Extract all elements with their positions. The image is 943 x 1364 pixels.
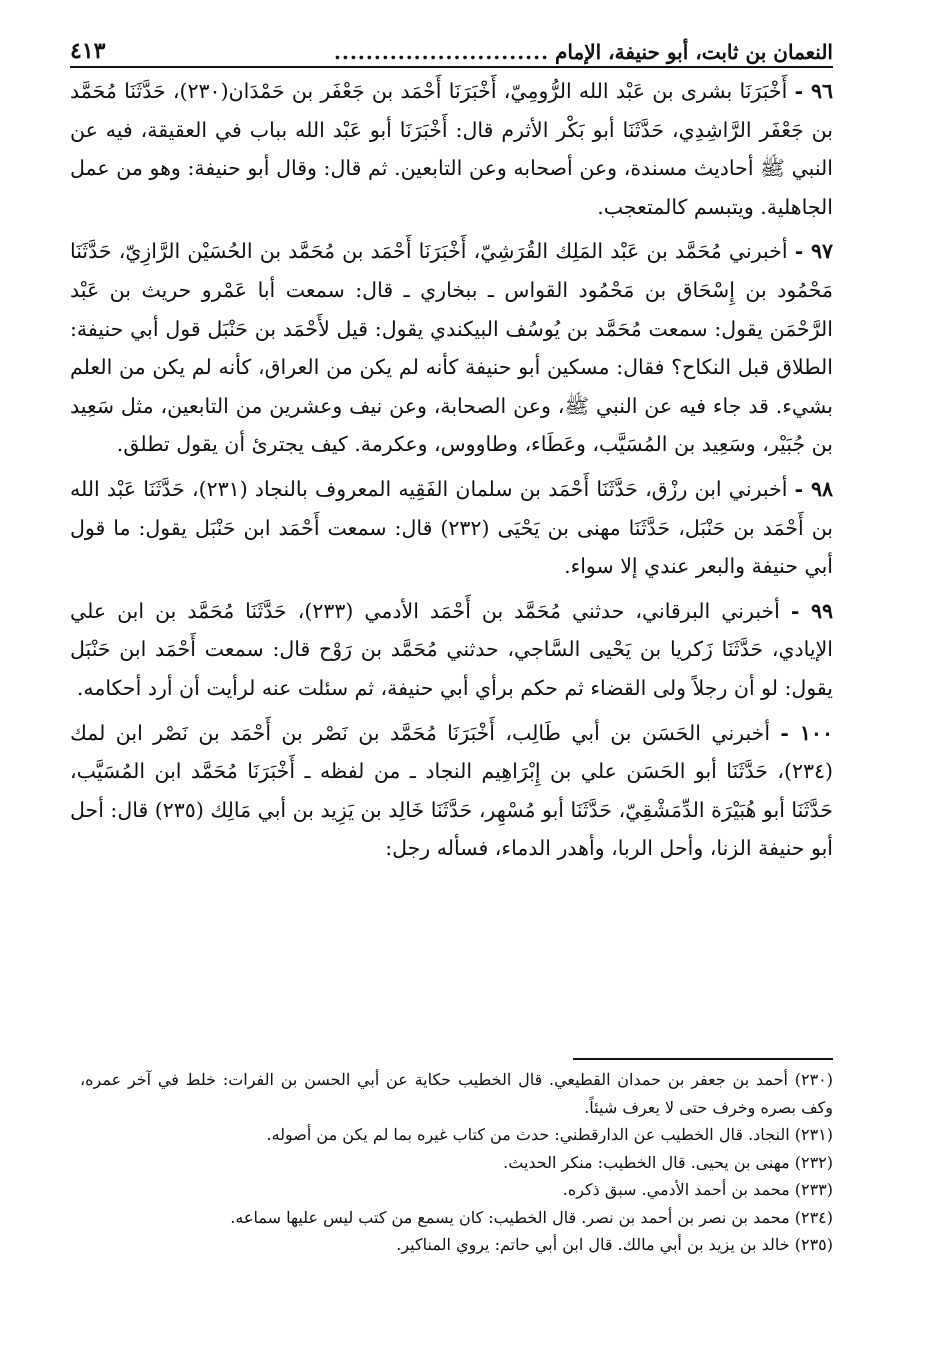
paragraph-text: أخبرني مُحَمَّد بن عَبْد المَلِك القُرَشِيّ، أَخْبَرَنَا أَحْمَد بن مُحَمَّد بن الحُسَيْن الرَّازِيّ، حَدَّثَنَا مَحْمُود بن إِسْحَاق بن مَحْمُود القواس ـ ببخاري ـ قال: سمعت أبا عَمْرو حريث بن عَبْد الرَّحْمَن يقول: سمعت مُحَمَّد بن يُوسُف البيكندي يقول: قيل لأَحْمَد بن حَنْبَل قول أبي حنيفة: الطلاق قبل النكاح؟ فقال: مسكين أبو حنيفة كأنه لم يكن من العراق، كأنه لم يكن من العلم بشيء. قد جاء فيه عن النبي ﷺ، وعن الصحابة، وعن نيف وعشرين من التابعين، مثل سَعِيد بن جُبَيْر، وسَعِيد بن المُسَيَّب، وعَطَاء، وطاووس، وعكرمة. كيف يجترئ أن يقول تطلق. — [70, 239, 833, 457]
footnotes — [80, 1066, 833, 1259]
paragraph-99 — [70, 592, 833, 708]
footnote-232: (٢٣٢) مهنى بن يحيى. قال الخطيب: منكر الحديث. — [503, 1152, 833, 1172]
paragraph-number: ٩٧ - — [794, 239, 833, 264]
footnote-234: (٢٣٤) محمد بن نصر بن أحمد بن نصر. قال الخطيب: كان يسمع من كتب ليس عليها سماعه. — [230, 1207, 833, 1227]
paragraph-text: أَخْبَرَنَا بشرى بن عَبْد الله الرُّومِيّ، أَخْبَرَنَا أَحْمَد بن جَعْفَر بن حَمْدَان(٢٣٠)، حَدَّثَنَا مُحَمَّد بن جَعْفَر الرَّاشِدِي، حَدَّثَنَا أبو بَكْر الأثرم قال: أَخْبَرَنَا أبو عَبْد الله بباب في العقيقة، فيه عن النبي ﷺ أحاديث مسندة، وعن أصحابه وعن التابعين. ثم قال: وقال أبو حنيفة: وهو من عمل الجاهلية. ويتبسم كالمتعجب. — [70, 79, 833, 219]
paragraph-text: أخبرني البرقاني، حدثني مُحَمَّد بن أَحْمَد الأدمي (٢٣٣)، حَدَّثَنَا مُحَمَّد بن ابن علي الإيادي، حَدَّثَنَا زَكريا بن يَحْيى السَّاجي، حدثني مُحَمَّد بن رَوْح قال: سمعت أَحْمَد ابن حَنْبَل يقول: لو أن رجلاً ولى القضاء ثم حكم برأي أبي حنيفة، ثم سئلت عنه لرأيت أن أرد أحكامه. — [70, 598, 833, 700]
footnote-separator — [573, 1058, 833, 1060]
header-leader-dots: ........................... — [334, 40, 550, 64]
footnote-233: (٢٣٣) محمد بن أحمد الأدمي. سبق ذكره. — [562, 1180, 833, 1199]
paragraph-text: أخبرني الحَسَن بن أبي طَالِب، أَخْبَرَنَا مُحَمَّد بن نَصْر بن أَحْمَد بن نَصْر ابن لمك (٢٣٤)، حَدَّثَنَا أبو الحَسَن علي بن إِبْرَاهِيم النجاد ـ من لفظه ـ أَخْبَرَنَا مُحَمَّد ابن المُسَيَّب، حَدَّثَنَا أبو هُبَيْرَة الدِّمَشْقِيّ، حَدَّثَنَا أبو مُسْهِر، حَدَّثَنَا خَالِد بن يَزِيد بن أبي مَالِك (٢٣٥) قال: أحل أبو حنيفة الزنا، وأحل الربا، وأهدر الدماء، فسأله رجل: — [70, 720, 833, 861]
paragraph-number: ٩٩ - — [790, 598, 833, 623]
paragraph-text: أخبرني ابن رزْق، حَدَّثَنَا أَحْمَد بن سلمان الفَقِيه المعروف بالنجاد (٢٣١)، حَدَّثَنَا عَبْد الله بن أَحْمَد بن حَنْبَل، حَدَّثَنَا مهنى بن يَحْيَى (٢٣٢) قال: سمعت أَحْمَد ابن حَنْبَل يقول: ما قول أبي حنيفة والبعر عندي إلا سواء. — [70, 476, 834, 579]
paragraph-98 — [70, 470, 833, 586]
footnote-231: (٢٣١) النجاد. قال الخطيب عن الدارقطني: حدث من كتاب غيره بما لم يكن من أصوله. — [266, 1125, 833, 1144]
page-number: ٤١٣ — [70, 38, 106, 64]
paragraph-number: ٩٨ - — [794, 476, 833, 501]
footnote-235: (٢٣٥) خالد بن يزيد بن أبي مالك. قال ابن أبي حاتم: يروي المناكير. — [396, 1235, 833, 1254]
paragraph-number: ٩٦ - — [794, 79, 833, 103]
header-title: النعمان بن ثابت، أبو حنيفة، الإمام — [555, 40, 833, 64]
paragraph-number: ١٠٠ - — [780, 720, 833, 745]
running-header — [70, 30, 833, 68]
main-text — [70, 72, 833, 874]
footnote-230: (٢٣٠) أحمد بن جعفر بن حمدان القطيعي. قال الخطيب حكاية عن أبي الحسن بن الفرات: خلط في آخر عمره، وكف بصره وخرف حتى لا يعرف شيئاً. — [80, 1070, 833, 1117]
paragraph-100 — [70, 714, 833, 868]
paragraph-96 — [70, 72, 833, 226]
paragraph-97 — [70, 232, 833, 464]
